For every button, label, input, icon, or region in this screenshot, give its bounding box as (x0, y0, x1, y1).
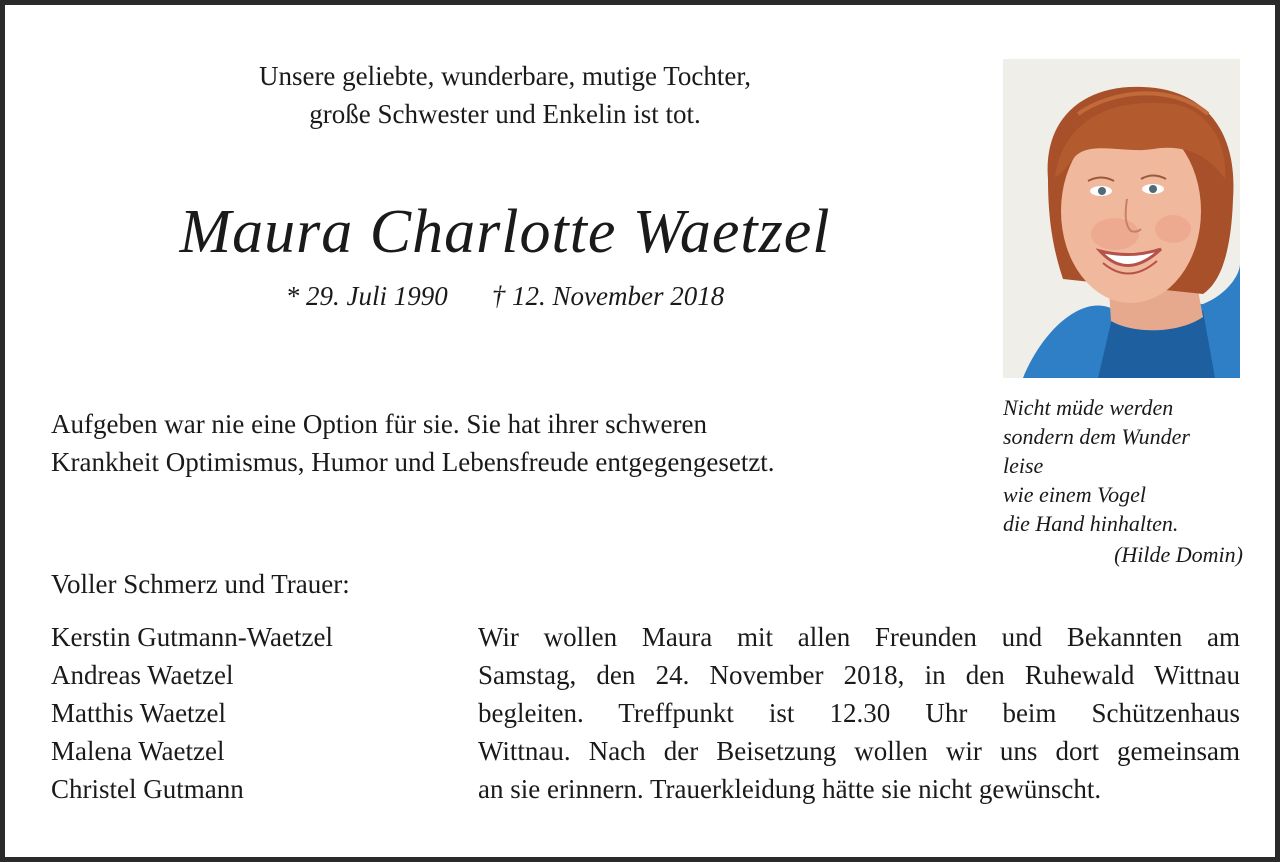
poem-line: leise (1003, 453, 1044, 478)
intro-text (105, 57, 905, 133)
poem-line: sondern dem Wunder (1003, 424, 1190, 449)
mourners-heading: Voller Schmerz und Trauer: (51, 569, 350, 599)
poem-line: die Hand hinhalten. (1003, 511, 1179, 536)
poem-line: wie einem Vogel (1003, 482, 1146, 507)
tribute-line: Aufgeben war nie eine Option für sie. Sie hat ihrer schweren (51, 409, 708, 439)
mourner-name: Andreas Waetzel (51, 660, 234, 690)
birth-date: * 29. Juli 1990 (285, 281, 448, 311)
tribute-line: Krankheit Optimismus, Humor und Lebensfreude entgegengesetzt. (51, 447, 775, 477)
ceremony-line: an sie erinnern. Trauerkleidung hätte sie nicht gewünscht. (478, 774, 1102, 804)
ceremony-line: begleiten. Treffpunkt ist 12.30 Uhr beim Schützenhaus (478, 698, 1240, 728)
portrait-illustration (1003, 59, 1240, 378)
tribute-text (51, 405, 951, 481)
poem-author: (Hilde Domin) (1114, 542, 1243, 567)
mourner-name: Malena Waetzel (51, 736, 225, 766)
intro-line: große Schwester und Enkelin ist tot. (309, 99, 701, 129)
poem-line: Nicht müde werden (1003, 395, 1174, 420)
ceremony-announcement (478, 618, 1240, 808)
portrait-photo (1003, 59, 1240, 378)
poem-quote (1003, 393, 1243, 569)
death-date: † 12. November 2018 (491, 281, 725, 311)
mourners-list (51, 618, 333, 808)
intro-line: Unsere geliebte, wunderbare, mutige Tochter, (258, 61, 752, 91)
mourner-name: Christel Gutmann (51, 774, 244, 804)
mourner-name: Matthis Waetzel (51, 698, 227, 728)
deceased-name: Maura Charlotte Waetzel (179, 198, 831, 266)
ceremony-line: Samstag, den 24. November 2018, in den Ruhewald Wittnau (478, 660, 1240, 690)
ceremony-line: Wir wollen Maura mit allen Freunden und Bekannten am (478, 622, 1240, 652)
mourner-name: Kerstin Gutmann-Waetzel (51, 622, 333, 652)
ceremony-line: Wittnau. Nach der Beisetzung wollen wir uns dort gemeinsam (478, 736, 1240, 766)
life-dates (105, 281, 905, 312)
